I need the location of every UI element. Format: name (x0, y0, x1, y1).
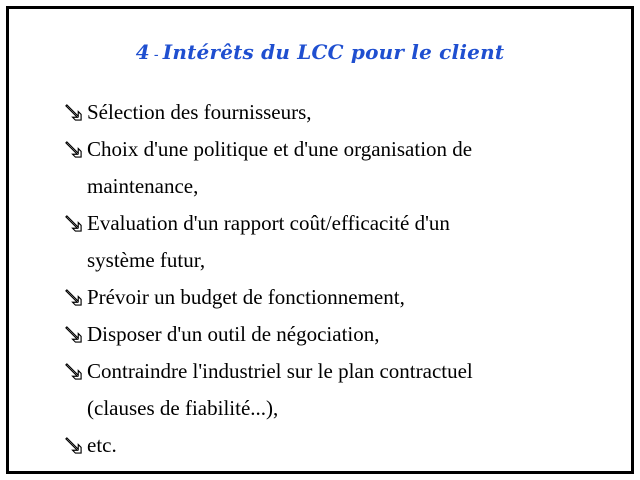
arrow-down-right-icon (64, 288, 83, 307)
bullet-text: Disposer d'un outil de négociation, (87, 322, 380, 346)
bullet-text: etc. (87, 433, 117, 457)
slide-title-separator: - (153, 47, 159, 63)
bullet-list (61, 94, 581, 464)
bullet-text: Sélection des fournisseurs, (87, 100, 312, 124)
bullet-item (61, 94, 581, 131)
slide-frame (6, 6, 634, 474)
bullet-item (61, 316, 581, 353)
bullet-item (61, 353, 581, 427)
slide-title-text: Intérêts du LCC pour le client (162, 40, 505, 64)
bullet-text: Evaluation d'un rapport coût/efficacité d'un (87, 211, 450, 235)
arrow-down-right-icon (64, 140, 83, 159)
arrow-down-right-icon (64, 362, 83, 381)
bullet-text-continuation: système futur, (87, 248, 206, 272)
arrow-down-right-icon (64, 325, 83, 344)
arrow-down-right-icon (64, 436, 83, 455)
arrow-down-right-icon (64, 214, 83, 233)
bullet-text: Prévoir un budget de fonctionnement, (87, 285, 405, 309)
bullet-text: Choix d'une politique et d'une organisation de (87, 137, 473, 161)
bullet-item (61, 279, 581, 316)
slide-title (9, 39, 631, 68)
bullet-item (61, 131, 581, 205)
slide-title-number: 4 (135, 40, 150, 64)
bullet-text-continuation: maintenance, (87, 174, 199, 198)
bullet-text: Contraindre l'industriel sur le plan contractuel (87, 359, 473, 383)
bullet-text-continuation: (clauses de fiabilité...), (87, 396, 279, 420)
bullet-item (61, 427, 581, 464)
bullet-item (61, 205, 581, 279)
arrow-down-right-icon (64, 103, 83, 122)
